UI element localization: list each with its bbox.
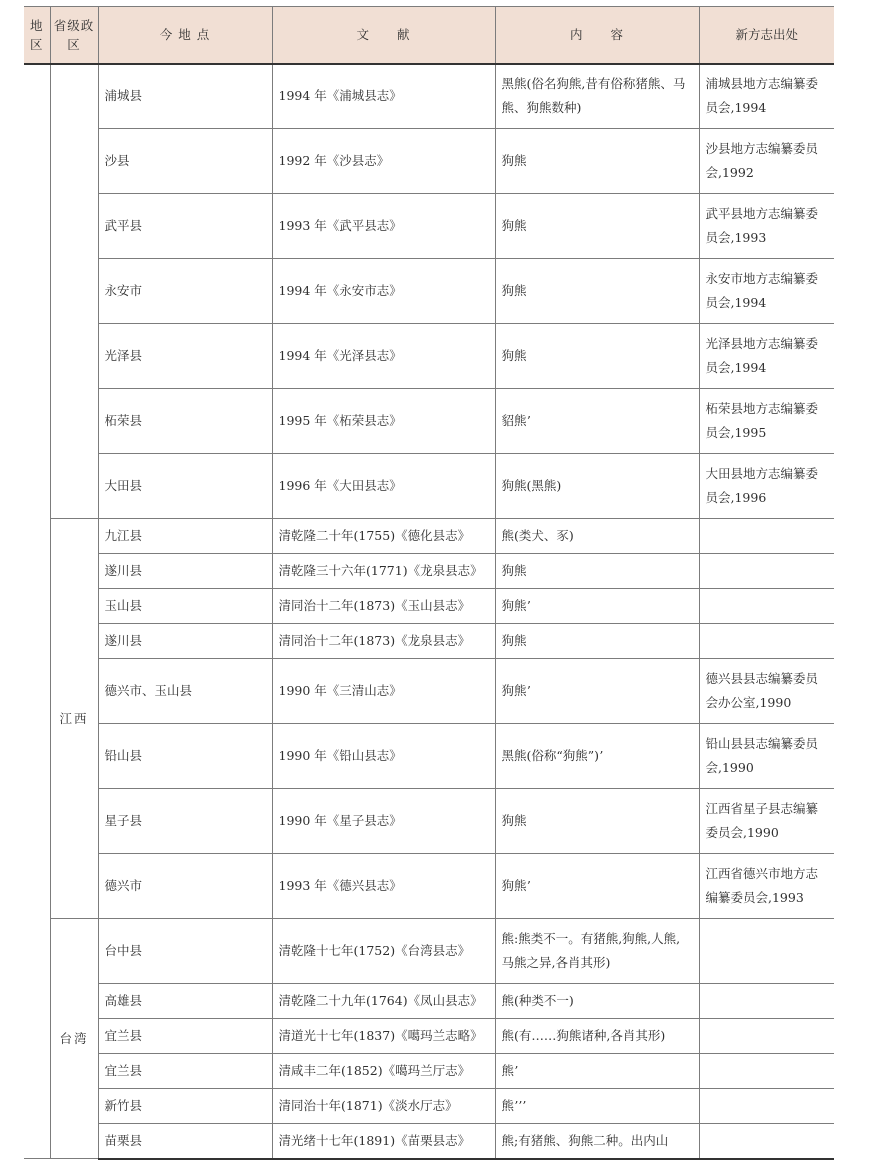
content-cell: 狗熊: [495, 194, 699, 259]
literature-cell: 清咸丰二年(1852)《噶玛兰厅志》: [272, 1054, 495, 1089]
content-cell: 黑熊(俗称“狗熊”)ʼ: [495, 724, 699, 789]
table-row: [24, 1019, 834, 1054]
source-cell: 柘荣县地方志编纂委员会,1995: [699, 389, 834, 454]
literature-cell: 清同治十二年(1873)《龙泉县志》: [272, 624, 495, 659]
gazetteer-table: [24, 6, 834, 1160]
place-cell: 玉山县: [98, 589, 272, 624]
header-row: [24, 7, 834, 64]
source-cell: 武平县地方志编纂委员会,1993: [699, 194, 834, 259]
table-row: [24, 259, 834, 324]
source-cell: 铅山县县志编纂委员会,1990: [699, 724, 834, 789]
literature-cell: 1990 年《铅山县志》: [272, 724, 495, 789]
place-cell: 宜兰县: [98, 1019, 272, 1054]
place-cell: 星子县: [98, 789, 272, 854]
table-row: [24, 129, 834, 194]
content-cell: 黑熊(俗名狗熊,昔有俗称猪熊、马熊、狗熊数种): [495, 64, 699, 129]
table-row: [24, 64, 834, 129]
table-row: [24, 919, 834, 984]
table-row: [24, 624, 834, 659]
literature-cell: 清同治十二年(1873)《玉山县志》: [272, 589, 495, 624]
source-cell: 光泽县地方志编纂委员会,1994: [699, 324, 834, 389]
content-cell: 熊(种类不一): [495, 984, 699, 1019]
header-province: 省级政区: [50, 7, 98, 64]
content-cell: 狗熊: [495, 324, 699, 389]
table-row: [24, 984, 834, 1019]
table-row: [24, 454, 834, 519]
source-cell: [699, 589, 834, 624]
content-cell: 熊;有猪熊、狗熊二种。出内山: [495, 1124, 699, 1159]
place-cell: 遂川县: [98, 554, 272, 589]
source-cell: 永安市地方志编纂委员会,1994: [699, 259, 834, 324]
content-cell: 熊(有……狗熊诸种,各肖其形): [495, 1019, 699, 1054]
content-cell: 狗熊: [495, 554, 699, 589]
header-literature: 文 献: [272, 7, 495, 64]
source-cell: 沙县地方志编纂委员会,1992: [699, 129, 834, 194]
source-cell: [699, 919, 834, 984]
content-cell: 熊ʼʼʼ: [495, 1089, 699, 1124]
header-content: 内 容: [495, 7, 699, 64]
content-cell: 狗熊: [495, 259, 699, 324]
content-cell: 熊ʼ: [495, 1054, 699, 1089]
province-cell: 台湾: [50, 919, 98, 1159]
source-cell: 浦城县地方志编纂委员会,1994: [699, 64, 834, 129]
place-cell: 德兴市: [98, 854, 272, 919]
place-cell: 永安市: [98, 259, 272, 324]
content-cell: 狗熊ʼ: [495, 659, 699, 724]
content-cell: 狗熊: [495, 129, 699, 194]
table-row: [24, 854, 834, 919]
content-cell: 狗熊: [495, 789, 699, 854]
table-row: [24, 1089, 834, 1124]
header-region: 地区: [24, 7, 50, 64]
table-row: [24, 1124, 834, 1159]
place-cell: 铅山县: [98, 724, 272, 789]
place-cell: 浦城县: [98, 64, 272, 129]
literature-cell: 清同治十年(1871)《淡水厅志》: [272, 1089, 495, 1124]
literature-cell: 清乾隆二十九年(1764)《凤山县志》: [272, 984, 495, 1019]
content-cell: 狗熊ʼ: [495, 589, 699, 624]
source-cell: [699, 984, 834, 1019]
table-row: [24, 194, 834, 259]
place-cell: 高雄县: [98, 984, 272, 1019]
table-row: [24, 324, 834, 389]
source-cell: [699, 1124, 834, 1159]
table-row: [24, 724, 834, 789]
table-row: [24, 659, 834, 724]
source-cell: [699, 1089, 834, 1124]
place-cell: 光泽县: [98, 324, 272, 389]
table-row: [24, 789, 834, 854]
content-cell: 貂熊ʼ: [495, 389, 699, 454]
content-cell: 狗熊ʼ: [495, 854, 699, 919]
place-cell: 德兴市、玉山县: [98, 659, 272, 724]
table-row: [24, 389, 834, 454]
literature-cell: 1994 年《永安市志》: [272, 259, 495, 324]
content-cell: 熊(类犬、豕): [495, 519, 699, 554]
literature-cell: 1993 年《武平县志》: [272, 194, 495, 259]
source-cell: [699, 519, 834, 554]
literature-cell: 1994 年《光泽县志》: [272, 324, 495, 389]
place-cell: 沙县: [98, 129, 272, 194]
literature-cell: 1990 年《星子县志》: [272, 789, 495, 854]
source-cell: [699, 1054, 834, 1089]
place-cell: 遂川县: [98, 624, 272, 659]
source-cell: [699, 1019, 834, 1054]
literature-cell: 1993 年《德兴县志》: [272, 854, 495, 919]
content-cell: 狗熊: [495, 624, 699, 659]
literature-cell: 清乾隆二十年(1755)《德化县志》: [272, 519, 495, 554]
source-cell: 江西省星子县志编纂委员会,1990: [699, 789, 834, 854]
place-cell: 柘荣县: [98, 389, 272, 454]
source-cell: 大田县地方志编纂委员会,1996: [699, 454, 834, 519]
place-cell: 宜兰县: [98, 1054, 272, 1089]
province-cell: [50, 64, 98, 519]
place-cell: 武平县: [98, 194, 272, 259]
place-cell: 大田县: [98, 454, 272, 519]
table-row: [24, 589, 834, 624]
source-cell: 德兴县县志编纂委员会办公室,1990: [699, 659, 834, 724]
source-cell: [699, 554, 834, 589]
place-cell: 台中县: [98, 919, 272, 984]
province-cell: 江西: [50, 519, 98, 919]
place-cell: 新竹县: [98, 1089, 272, 1124]
table-row: [24, 554, 834, 589]
literature-cell: 1996 年《大田县志》: [272, 454, 495, 519]
literature-cell: 清乾隆十七年(1752)《台湾县志》: [272, 919, 495, 984]
literature-cell: 1995 年《柘荣县志》: [272, 389, 495, 454]
literature-cell: 清乾隆三十六年(1771)《龙泉县志》: [272, 554, 495, 589]
place-cell: 九江县: [98, 519, 272, 554]
literature-cell: 清道光十七年(1837)《噶玛兰志略》: [272, 1019, 495, 1054]
region-cell: [24, 64, 50, 1159]
table-row: [24, 1054, 834, 1089]
header-place: 今 地 点: [98, 7, 272, 64]
literature-cell: 1994 年《浦城县志》: [272, 64, 495, 129]
literature-cell: 1992 年《沙县志》: [272, 129, 495, 194]
table-row: [24, 519, 834, 554]
place-cell: 苗栗县: [98, 1124, 272, 1159]
content-cell: 狗熊(黑熊): [495, 454, 699, 519]
literature-cell: 1990 年《三清山志》: [272, 659, 495, 724]
source-cell: 江西省德兴市地方志编纂委员会,1993: [699, 854, 834, 919]
source-cell: [699, 624, 834, 659]
literature-cell: 清光绪十七年(1891)《苗栗县志》: [272, 1124, 495, 1159]
header-new-gazetteer: 新方志出处: [699, 7, 834, 64]
content-cell: 熊:熊类不一。有猪熊,狗熊,人熊,马熊之异,各肖其形): [495, 919, 699, 984]
